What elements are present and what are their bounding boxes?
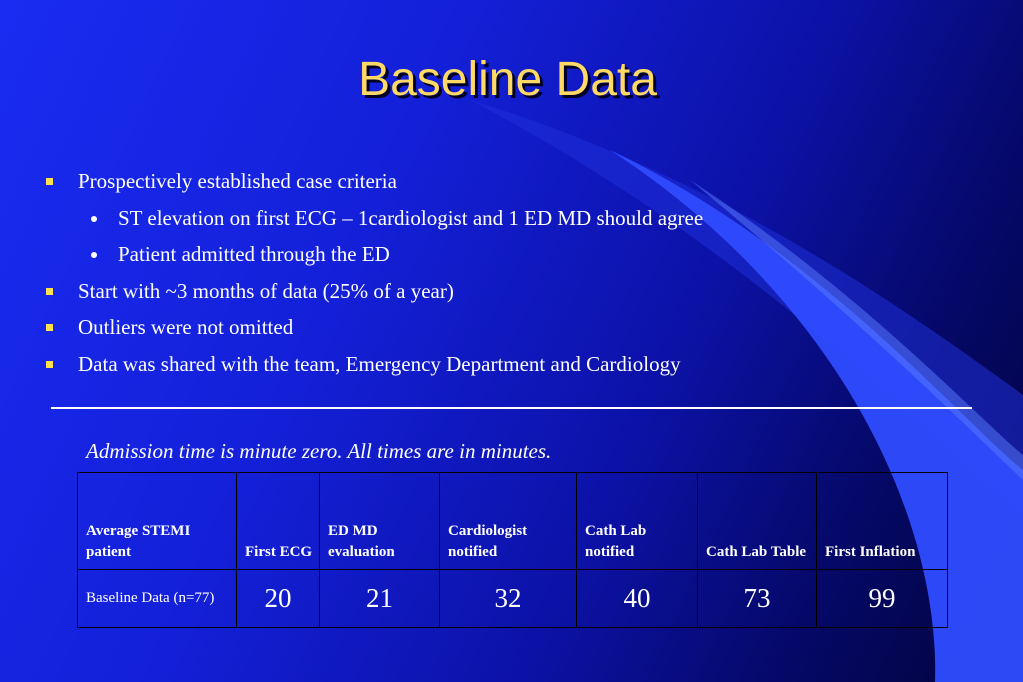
header-cell: ED MD evaluation (320, 473, 440, 570)
header-cell: Cath Lab Table (698, 473, 817, 570)
header-cell: First ECG (237, 473, 320, 570)
timing-table (77, 472, 948, 628)
bullet-item (46, 314, 703, 351)
table-caption: Admission time is minute zero. All times are in minutes. (86, 439, 552, 463)
bullet-item (46, 351, 703, 388)
bullet-text: Data was shared with the team, Emergency Department and Cardiology (78, 351, 681, 376)
table-cell: 32 (440, 570, 577, 628)
bullet-text: Start with ~3 months of data (25% of a year) (78, 278, 454, 303)
table-cell: 73 (698, 570, 817, 628)
header-cell: First Inflation (817, 473, 948, 570)
table-cell: 40 (577, 570, 698, 628)
slide-title: Baseline Data (358, 53, 657, 106)
bullet-item (46, 168, 703, 205)
sub-bullet-text: Patient admitted through the ED (118, 242, 390, 266)
divider-line (51, 407, 972, 409)
square-bullet-icon (46, 324, 53, 331)
square-bullet-icon (46, 178, 53, 185)
header-cell: Average STEMI patient (78, 473, 237, 570)
table-header-row (78, 473, 948, 570)
bullet-text: Prospectively established case criteria (78, 169, 397, 193)
table-cell: 20 (237, 570, 320, 628)
bullet-text: Outliers were not omitted (78, 315, 294, 339)
round-bullet-icon (91, 216, 97, 222)
sub-bullet-text: ST elevation on first ECG – 1cardiologist and 1 ED MD should agree (118, 205, 704, 230)
row-label: Baseline Data (n=77) (78, 570, 237, 628)
table-cell: 21 (320, 570, 440, 628)
square-bullet-icon (46, 288, 53, 295)
table-row (78, 570, 948, 628)
table-cell: 99 (817, 570, 948, 628)
sub-bullet-item (46, 241, 703, 278)
header-cell: Cardiologist notified (440, 473, 577, 570)
header-cell: Cath Lab notified (577, 473, 698, 570)
round-bullet-icon (91, 252, 97, 258)
bullet-item (46, 278, 703, 315)
square-bullet-icon (46, 361, 53, 368)
bullet-list (46, 168, 703, 387)
sub-bullet-item (46, 205, 703, 242)
